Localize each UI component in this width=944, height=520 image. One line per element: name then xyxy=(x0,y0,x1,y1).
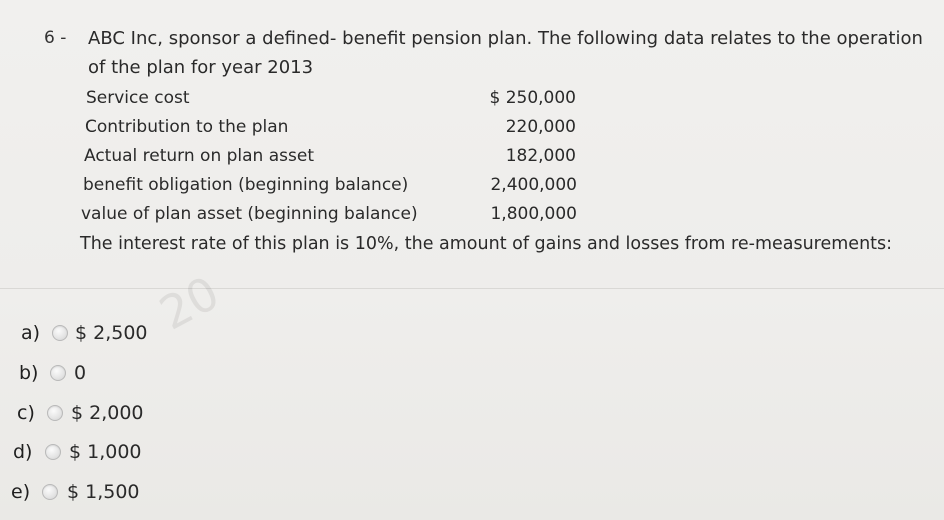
option-value: $ 1,500 xyxy=(67,481,140,503)
radio-button[interactable] xyxy=(47,405,63,421)
radio-button[interactable] xyxy=(42,484,58,500)
option-value: $ 2,500 xyxy=(75,322,148,344)
option-letter: a) xyxy=(21,322,41,344)
data-row-contribution xyxy=(85,114,576,140)
radio-button[interactable] xyxy=(45,444,61,460)
option-letter: d) xyxy=(13,441,33,463)
data-row-label: Actual return on plan asset xyxy=(84,146,314,166)
option-letter: c) xyxy=(17,402,35,424)
option-letter: e) xyxy=(11,481,31,503)
data-row-label: Contribution to the plan xyxy=(85,117,289,137)
option-c[interactable] xyxy=(0,398,200,428)
data-row-amount: 1,800,000 xyxy=(490,204,577,224)
data-row-amount: 220,000 xyxy=(505,117,576,137)
radio-button[interactable] xyxy=(50,365,66,381)
option-value: $ 2,000 xyxy=(71,402,144,424)
question-number: 6 - xyxy=(44,28,67,48)
option-a[interactable] xyxy=(0,318,200,348)
option-d[interactable] xyxy=(0,437,200,467)
data-row-amount: $ 250,000 xyxy=(489,88,576,108)
data-row-label: Service cost xyxy=(86,88,190,108)
data-row-service-cost xyxy=(86,85,576,111)
question-closing-text: The interest rate of this plan is 10%, the amount of gains and losses from re-measurements: xyxy=(80,234,893,254)
question-stem-line-2: of the plan for year 2013 xyxy=(88,57,314,78)
watermark-mark: 20 xyxy=(150,265,228,341)
option-letter: b) xyxy=(19,362,39,384)
data-row-label: benefit obligation (beginning balance) xyxy=(83,175,409,195)
data-row-amount: 2,400,000 xyxy=(490,175,577,195)
data-row-plan-asset xyxy=(81,201,577,227)
data-row-label: value of plan asset (beginning balance) xyxy=(81,204,418,224)
option-e[interactable] xyxy=(0,477,200,507)
option-value: $ 1,000 xyxy=(69,441,142,463)
question-stem-line-1: ABC Inc, sponsor a defined- benefit pension plan. The following data relates to the operation xyxy=(88,28,923,49)
data-row-amount: 182,000 xyxy=(505,146,576,166)
radio-button[interactable] xyxy=(52,325,68,341)
data-row-benefit-obligation xyxy=(83,172,577,198)
option-value: 0 xyxy=(74,362,87,384)
data-row-actual-return xyxy=(84,143,576,169)
option-b[interactable] xyxy=(0,358,200,388)
